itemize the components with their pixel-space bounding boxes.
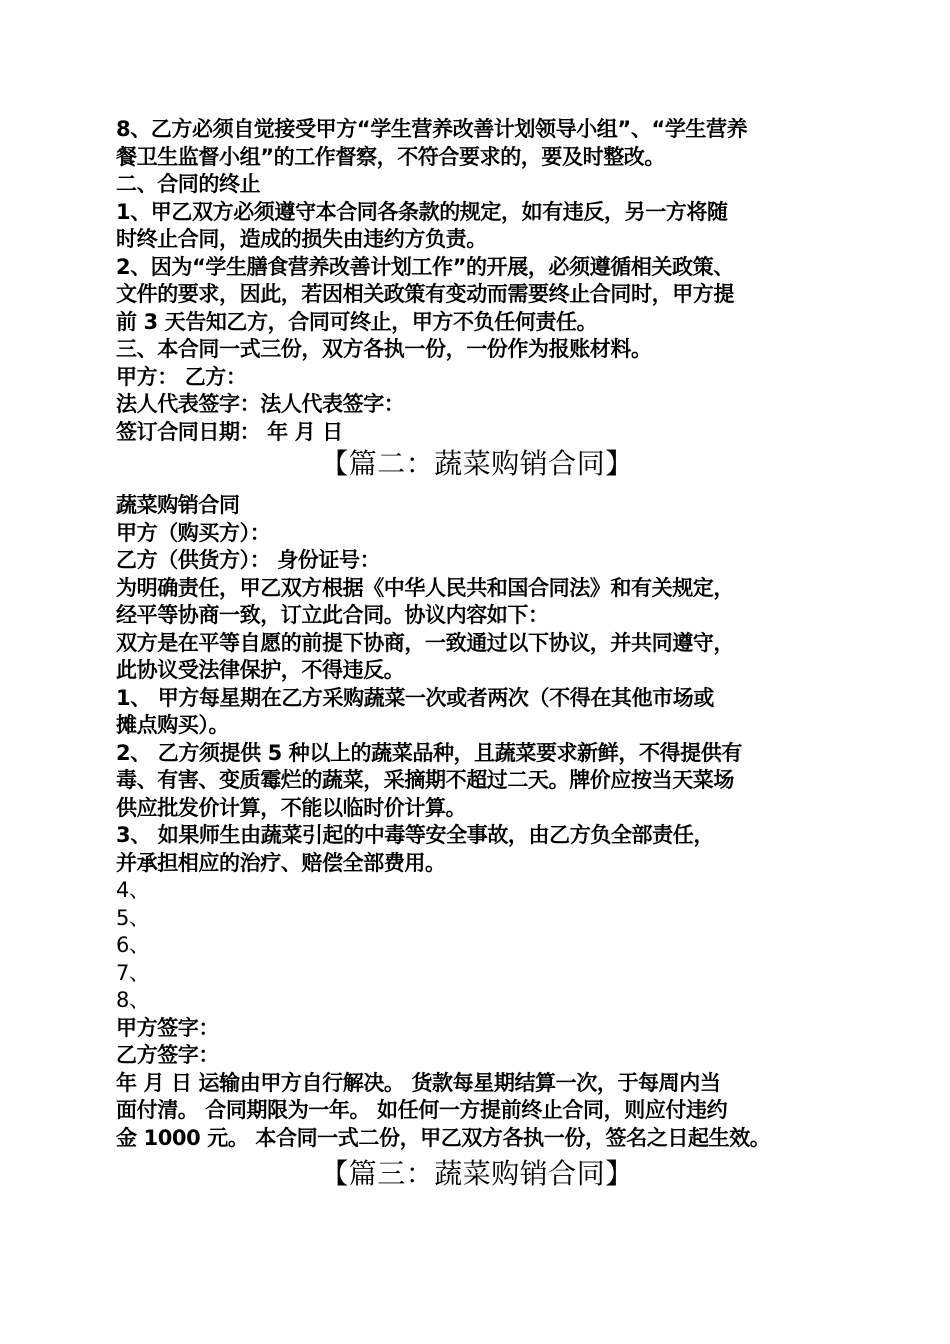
clause-line: 供应批发价计算，不能以临时价计算。	[116, 795, 467, 820]
document-body	[116, 116, 838, 1192]
chapter-heading-3: 【篇三：蔬菜购销合同】	[320, 1157, 634, 1190]
text-line: 文件的要求，因此，若因相关政策有变动而需要终止合同时，甲方提	[116, 282, 734, 306]
text-line: 8、乙方必须自觉接受甲方“学生营养改善计划领导小组”、“学生营养	[116, 117, 748, 141]
text-line: 面付清。 合同期限为一年。 如任何一方提前终止合同，则应付违约	[116, 1098, 728, 1122]
text-line: 为明确责任，甲乙双方根据《中华人民共和国合同法》和有关规定，	[116, 575, 734, 600]
section-part2	[116, 492, 838, 1152]
text-line: 经平等协商一致，订立此合同。协议内容如下：	[116, 603, 549, 627]
party-line: 乙方（供货方）： 身份证号：	[116, 548, 381, 572]
section-heading: 二、合同的终止	[116, 172, 261, 196]
text-line: 金 1000 元。 本合同一式二份，甲乙双方各执一份，签名之日起生效。	[116, 1125, 771, 1150]
clause-number: 5、	[116, 905, 150, 930]
clause-line: 1、 甲方每星期在乙方采购蔬菜一次或者两次（不得在其他市场或	[116, 685, 714, 710]
chapter-heading-2: 【篇二：蔬菜购销合同】	[320, 447, 634, 480]
clause-number: 6、	[116, 933, 150, 957]
signature-line: 甲方签字：	[116, 1015, 219, 1040]
clause-line: 摊点购买）。	[116, 713, 230, 737]
text-line: 双方是在平等自愿的前提下协商，一致通过以下协议，并共同遵守，	[116, 630, 734, 655]
party-line: 甲方（购买方）：	[116, 520, 271, 545]
contract-title: 蔬菜购销合同	[116, 493, 240, 517]
clause-line: 2、 乙方须提供 5 种以上的蔬菜品种，且蔬菜要求新鲜，不得提供有	[116, 740, 742, 765]
clause-number: 8、	[116, 988, 150, 1012]
text-line: 1、甲乙双方必须遵守本合同各条款的规定，如有违反，另一方将随	[116, 199, 728, 224]
text-line: 此协议受法律保护，不得违反。	[116, 658, 405, 682]
text-line: 年 月 日 运输由甲方自行解决。 货款每星期结算一次，于每周内当	[116, 1070, 721, 1095]
text-line: 前 3 天告知乙方，合同可终止，甲方不负任何责任。	[116, 309, 598, 334]
signature-line: 法人代表签字：法人代表签字：	[116, 392, 405, 416]
clause-line: 3、 如果师生由蔬菜引起的中毒等安全事故，由乙方负全部责任，	[116, 823, 714, 847]
text-line: 时终止合同，造成的损失由违约方负责。	[116, 227, 487, 251]
clause-line: 毒、有害、变质霉烂的蔬菜，采摘期不超过二天。牌价应按当天菜场	[116, 768, 734, 792]
text-line: 三、本合同一式三份，双方各执一份，一份作为报账材料。	[116, 337, 652, 361]
signature-line: 乙方签字：	[116, 1043, 219, 1067]
clause-line: 并承担相应的治疗、赔偿全部费用。	[116, 850, 446, 875]
text-line: 2、因为“学生膳食营养改善计划工作”的开展，必须遵循相关政策、	[116, 254, 734, 279]
section-part1	[116, 116, 838, 446]
clause-number: 7、	[116, 960, 150, 985]
signature-line: 甲方： 乙方：	[116, 364, 247, 389]
text-line: 餐卫生监督小组”的工作督察，不符合要求的，要及时整改。	[116, 144, 665, 169]
clause-number: 4、	[116, 878, 150, 902]
date-line: 签订合同日期： 年 月 日	[116, 419, 343, 444]
